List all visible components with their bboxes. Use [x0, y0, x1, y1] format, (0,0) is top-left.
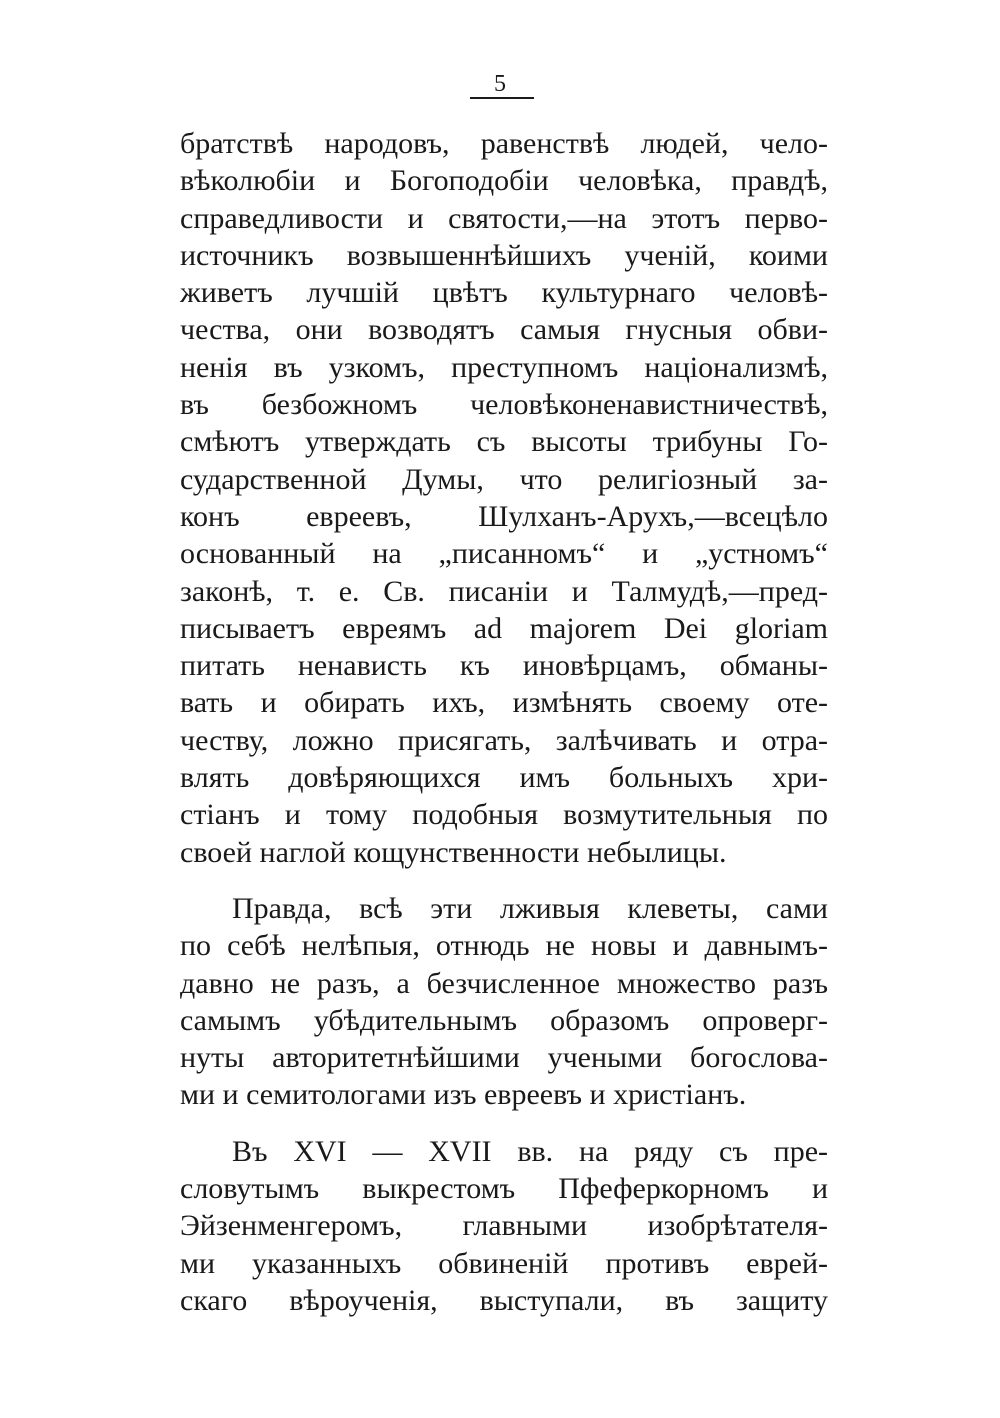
- text-line: вать и обирать ихъ, измѣнять своему оте-: [180, 686, 828, 720]
- text-line: въ безбожномъ человѣконенавистничествѣ,: [180, 388, 828, 422]
- paragraph-1: [180, 125, 828, 871]
- text-line: Эйзенменгеромъ, главными изобрѣтателя-: [180, 1209, 828, 1243]
- text-line: скаго вѣроученія, выступали, въ защиту: [180, 1283, 828, 1317]
- text-line: ми и семитологами изъ евреевъ и христіанъ.: [180, 1078, 747, 1112]
- text-line: ненія въ узкомъ, преступномъ націонализмѣ,: [180, 350, 828, 384]
- paragraph-2: [180, 890, 828, 1114]
- text-line: Въ XVI — XVII вв. на ряду съ пре-: [232, 1134, 828, 1168]
- text-line: своей наглой кощунственности небылицы.: [180, 835, 727, 869]
- text-line: основанный на „писанномъ“ и „устномъ“: [180, 537, 828, 571]
- text-line: смѣютъ утверждать съ высоты трибуны Го-: [180, 425, 828, 459]
- text-line: вѣколюбіи и Богоподобіи человѣка, правдѣ,: [180, 164, 828, 198]
- body-text: [180, 125, 828, 1319]
- text-line: влять довѣряющихся имъ больныхъ хри-: [180, 761, 828, 795]
- text-line: сударственной Думы, что религіозный за-: [180, 462, 828, 496]
- text-line: самымъ убѣдительнымъ образомъ опроверг-: [180, 1003, 828, 1037]
- text-line: по себѣ нелѣпыя, отнюдь не новы и давнымъ-: [180, 929, 828, 963]
- text-line: чества, они возводятъ самыя гнусныя обви-: [180, 313, 828, 347]
- text-line: питать ненависть къ иновѣрцамъ, обманы-: [180, 649, 828, 683]
- page-number-rule: [470, 97, 534, 99]
- text-line: справедливости и святости,—на этотъ перво-: [180, 201, 828, 235]
- text-line: словутымъ выкрестомъ Пфеферкорномъ и: [180, 1172, 828, 1206]
- paragraph-3: [180, 1133, 828, 1319]
- text-line: братствѣ народовъ, равенствѣ людей, чело-: [180, 127, 828, 160]
- text-line: ми указанныхъ обвиненій противъ еврей-: [180, 1246, 828, 1280]
- text-line: писываетъ евреямъ ad majorem Dei gloriam: [180, 611, 828, 645]
- text-line: стіанъ и тому подобныя возмутительныя по: [180, 798, 828, 832]
- text-line: нуты авторитетнѣйшими учеными богослова-: [180, 1041, 828, 1075]
- page-number: 5: [494, 71, 506, 97]
- text-line: живетъ лучшій цвѣтъ культурнаго человѣ-: [180, 276, 828, 310]
- text-line: давно не разъ, а безчисленное множество разъ: [180, 966, 828, 1000]
- text-line: источникъ возвышеннѣйшихъ ученій, коими: [180, 238, 828, 272]
- text-line: честву, ложно присягать, залѣчивать и отра-: [180, 723, 828, 757]
- text-line: законѣ, т. е. Св. писаніи и Талмудѣ,—пред-: [180, 574, 828, 608]
- text-line: конъ евреевъ, Шулханъ-Арухъ,—всецѣло: [180, 499, 828, 533]
- text-line: Правда, всѣ эти лживыя клеветы, сами: [232, 891, 828, 925]
